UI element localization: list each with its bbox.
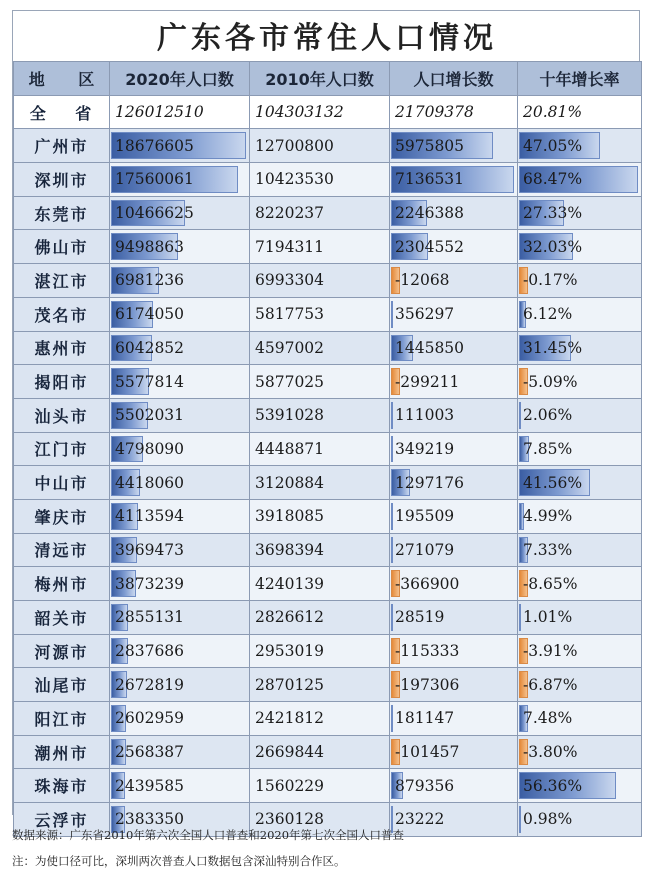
table-row — [14, 264, 642, 298]
rate-cell-value: 7.33% — [523, 540, 573, 559]
pop-2020-cell — [110, 769, 250, 803]
growth-cell-value: 111003 — [395, 406, 455, 425]
region-cell-value: 阳江市 — [34, 709, 89, 729]
growth-cell — [390, 499, 518, 533]
pop-2010-cell-value: 4448871 — [255, 439, 325, 458]
pop-2020-cell-value: 3873239 — [115, 574, 185, 593]
growth-cell — [390, 702, 518, 736]
pop-2020-cell — [110, 297, 250, 331]
region-cell-value: 揭阳市 — [34, 373, 89, 393]
region-cell — [14, 297, 110, 331]
table-row-total — [14, 95, 642, 129]
pop-2020-cell-value: 2855131 — [115, 608, 185, 627]
pop-2010-cell-value: 1560229 — [255, 776, 325, 795]
growth-cell — [390, 601, 518, 635]
pop-2010-cell-value: 4597002 — [255, 338, 325, 357]
rate-cell-value: 1.01% — [523, 608, 573, 627]
table-row — [14, 297, 642, 331]
region-cell-value: 肇庆市 — [34, 507, 89, 527]
rate-cell-value: 7.85% — [523, 439, 573, 458]
region-cell-value: 广州市 — [34, 137, 89, 157]
table-row — [14, 567, 642, 601]
growth-cell — [390, 533, 518, 567]
pop-2020-cell-value: 6174050 — [115, 305, 185, 324]
pop-2020-cell-value: 2602959 — [115, 709, 185, 728]
pop-2010-cell — [250, 466, 390, 500]
pop-2010-cell — [250, 634, 390, 668]
pop-2010-cell: 104303132 — [250, 95, 390, 129]
pop-2010-cell — [250, 668, 390, 702]
pop-2020-cell-value: 2383350 — [115, 810, 185, 829]
region-cell — [14, 466, 110, 500]
region-cell — [14, 634, 110, 668]
rate-cell — [518, 634, 642, 668]
pop-2010-cell — [250, 601, 390, 635]
rate-cell-value: 47.05% — [523, 136, 583, 155]
rate-cell — [518, 735, 642, 769]
rate-cell-value: -8.65% — [523, 574, 578, 593]
growth-cell — [390, 769, 518, 803]
rate-cell-value: -3.80% — [523, 743, 578, 762]
table-header-row — [14, 62, 642, 96]
table-row — [14, 702, 642, 736]
rate-cell — [518, 129, 642, 163]
pop-2010-cell-value: 3918085 — [255, 507, 325, 526]
growth-cell-value: -366900 — [395, 574, 460, 593]
growth-cell-value: 349219 — [395, 439, 455, 458]
pop-2010-cell-value: 5877025 — [255, 372, 325, 391]
region-cell — [14, 230, 110, 264]
rate-cell — [518, 230, 642, 264]
growth-cell-value: 2246388 — [395, 204, 465, 223]
growth-cell — [390, 567, 518, 601]
rate-cell — [518, 432, 642, 466]
pop-2010-cell-value: 3120884 — [255, 473, 325, 492]
rate-cell: 20.81% — [518, 95, 642, 129]
table-row — [14, 331, 642, 365]
rate-cell-value: 31.45% — [523, 338, 583, 357]
rate-cell-value: 68.47% — [523, 170, 583, 189]
region-cell — [14, 567, 110, 601]
growth-cell — [390, 129, 518, 163]
rate-cell — [518, 264, 642, 298]
pop-2020-cell-value: 9498863 — [115, 237, 185, 256]
growth-cell — [390, 230, 518, 264]
rate-cell-value: -0.17% — [523, 271, 578, 290]
pop-2010-cell-value: 10423530 — [255, 170, 334, 189]
rate-cell-value: -3.91% — [523, 642, 578, 661]
pop-2020-cell-value: 6042852 — [115, 338, 185, 357]
growth-cell — [390, 264, 518, 298]
pop-2020-cell-value: 2439585 — [115, 776, 185, 795]
table-row — [14, 601, 642, 635]
data-bar — [391, 537, 393, 564]
rate-cell-value: 4.99% — [523, 507, 573, 526]
data-bar — [391, 705, 393, 732]
growth-cell-value: -115333 — [395, 642, 460, 661]
data-bar — [519, 604, 521, 631]
region-cell-value: 惠州市 — [34, 339, 89, 359]
pop-2010-cell-value: 7194311 — [255, 237, 325, 256]
region-cell — [14, 196, 110, 230]
data-bar — [391, 436, 393, 463]
pop-2010-cell-value: 2421812 — [255, 709, 325, 728]
pop-2020-cell: 126012510 — [110, 95, 250, 129]
pop-2020-cell-value: 2568387 — [115, 743, 185, 762]
pop-2010-cell-value: 5817753 — [255, 305, 325, 324]
pop-2020-cell-value: 18676605 — [115, 136, 194, 155]
table-row — [14, 163, 642, 197]
region-cell — [14, 668, 110, 702]
pop-2010-cell-value: 3698394 — [255, 540, 325, 559]
growth-cell-value: 181147 — [395, 709, 455, 728]
pop-2020-cell — [110, 196, 250, 230]
header-pop-2020: 2020年人口数 — [110, 62, 250, 96]
rate-cell — [518, 196, 642, 230]
growth-cell — [390, 466, 518, 500]
rate-cell-value: 56.36% — [523, 776, 583, 795]
rate-cell-value: 7.48% — [523, 709, 573, 728]
header-growth: 人口增长数 — [390, 62, 518, 96]
pop-2010-cell — [250, 499, 390, 533]
data-bar — [519, 402, 521, 429]
pop-2020-cell-value: 4113594 — [115, 507, 185, 526]
region-cell-value: 珠海市 — [34, 777, 89, 797]
region-cell — [14, 735, 110, 769]
growth-cell — [390, 668, 518, 702]
growth-cell-value: 271079 — [395, 540, 455, 559]
pop-2010-cell — [250, 264, 390, 298]
table-row — [14, 466, 642, 500]
region-cell — [14, 398, 110, 432]
pop-2020-cell — [110, 163, 250, 197]
pop-2020-cell — [110, 432, 250, 466]
pop-2010-cell-value: 2669844 — [255, 743, 325, 762]
growth-cell-value: -299211 — [395, 372, 460, 391]
data-bar — [391, 301, 393, 328]
rate-cell-value: 41.56% — [523, 473, 583, 492]
growth-cell — [390, 331, 518, 365]
rate-cell — [518, 499, 642, 533]
table-row — [14, 365, 642, 399]
region-cell-value: 佛山市 — [34, 238, 89, 258]
pop-2020-cell — [110, 533, 250, 567]
growth-cell-value: 2304552 — [395, 237, 465, 256]
table-row — [14, 230, 642, 264]
region-cell-value: 河源市 — [34, 642, 89, 662]
region-cell — [14, 432, 110, 466]
region-cell — [14, 264, 110, 298]
region-cell — [14, 129, 110, 163]
rate-cell — [518, 533, 642, 567]
pop-2020-cell — [110, 601, 250, 635]
pop-2010-cell — [250, 567, 390, 601]
pop-2010-cell-value: 2870125 — [255, 675, 325, 694]
growth-cell — [390, 196, 518, 230]
pop-2010-cell — [250, 196, 390, 230]
pop-2020-cell — [110, 668, 250, 702]
region-cell-value: 云浮市 — [34, 810, 89, 830]
growth-cell-value: 28519 — [395, 608, 445, 627]
region-cell — [14, 702, 110, 736]
page-title: 广东各市常住人口情况 — [157, 21, 497, 56]
growth-cell — [390, 735, 518, 769]
pop-2020-cell-value: 3969473 — [115, 540, 185, 559]
growth-cell — [390, 398, 518, 432]
rate-cell — [518, 466, 642, 500]
pop-2010-cell — [250, 163, 390, 197]
data-bar — [391, 503, 393, 530]
region-cell-value: 汕尾市 — [34, 676, 89, 696]
region-cell-value: 清远市 — [34, 541, 89, 561]
pop-2020-cell — [110, 264, 250, 298]
pop-2010-cell-value: 2953019 — [255, 642, 325, 661]
table-row — [14, 129, 642, 163]
growth-cell-value: 1297176 — [395, 473, 465, 492]
table-frame — [12, 10, 640, 830]
rate-cell — [518, 297, 642, 331]
growth-cell — [390, 634, 518, 668]
growth-cell-value: 5975805 — [395, 136, 465, 155]
rate-cell — [518, 567, 642, 601]
rate-cell-value: -5.09% — [523, 372, 578, 391]
pop-2020-cell — [110, 466, 250, 500]
growth-cell-value: -12068 — [395, 271, 450, 290]
region-cell-value: 江门市 — [34, 440, 89, 460]
growth-cell — [390, 365, 518, 399]
pop-2010-cell — [250, 769, 390, 803]
table-row — [14, 196, 642, 230]
region-cell — [14, 601, 110, 635]
pop-2020-cell — [110, 129, 250, 163]
header-pop-2010: 2010年人口数 — [250, 62, 390, 96]
pop-2020-cell — [110, 499, 250, 533]
pop-2020-cell — [110, 365, 250, 399]
rate-cell — [518, 769, 642, 803]
region-cell — [14, 331, 110, 365]
region-cell-value: 茂名市 — [34, 305, 89, 325]
pop-2010-cell-value: 2360128 — [255, 810, 325, 829]
region-cell — [14, 499, 110, 533]
region-cell — [14, 533, 110, 567]
pop-2010-cell — [250, 432, 390, 466]
pop-2010-cell — [250, 331, 390, 365]
pop-2020-cell-value: 10466625 — [115, 204, 194, 223]
pop-2010-cell-value: 4240139 — [255, 574, 325, 593]
growth-cell: 21709378 — [390, 95, 518, 129]
region-cell-value: 湛江市 — [34, 271, 89, 291]
rate-cell-value: 6.12% — [523, 305, 573, 324]
rate-cell-value: 27.33% — [523, 204, 583, 223]
rate-cell — [518, 601, 642, 635]
pop-2010-cell — [250, 365, 390, 399]
table-row — [14, 668, 642, 702]
growth-cell — [390, 163, 518, 197]
pop-2010-cell — [250, 533, 390, 567]
pop-2010-cell-value: 5391028 — [255, 406, 325, 425]
pop-2020-cell — [110, 230, 250, 264]
data-bar — [391, 604, 393, 631]
notes — [12, 822, 642, 874]
pop-2010-cell — [250, 230, 390, 264]
header-rate: 十年增长率 — [518, 62, 642, 96]
growth-cell-value: 23222 — [395, 810, 445, 829]
pop-2020-cell-value: 4798090 — [115, 439, 185, 458]
region-cell — [14, 163, 110, 197]
pop-2010-cell-value: 8220237 — [255, 204, 325, 223]
pop-2020-cell — [110, 735, 250, 769]
table-row — [14, 499, 642, 533]
region-cell-value: 深圳市 — [34, 170, 89, 190]
region-cell-value: 梅州市 — [34, 575, 89, 595]
data-bar — [391, 402, 393, 429]
rate-cell-value: 0.98% — [523, 810, 573, 829]
growth-cell-value: 1445850 — [395, 338, 465, 357]
growth-cell — [390, 432, 518, 466]
header-region: 地 区 — [14, 62, 110, 96]
table-row — [14, 735, 642, 769]
rate-cell-value: 2.06% — [523, 406, 573, 425]
growth-cell-value: -197306 — [395, 675, 460, 694]
rate-cell-value: 32.03% — [523, 237, 583, 256]
region-cell: 全 省 — [14, 95, 110, 129]
table-row — [14, 634, 642, 668]
growth-cell-value: 7136531 — [395, 170, 465, 189]
region-cell-value: 中山市 — [34, 474, 89, 494]
pop-2010-cell — [250, 297, 390, 331]
pop-2020-cell — [110, 398, 250, 432]
rate-cell — [518, 668, 642, 702]
pop-2010-cell — [250, 735, 390, 769]
rate-cell — [518, 702, 642, 736]
growth-cell-value: 356297 — [395, 305, 455, 324]
pop-2020-cell-value: 5577814 — [115, 372, 185, 391]
pop-2010-cell — [250, 398, 390, 432]
growth-cell-value: 195509 — [395, 507, 455, 526]
pop-2020-cell — [110, 567, 250, 601]
growth-cell — [390, 297, 518, 331]
pop-2010-cell — [250, 129, 390, 163]
pop-2020-cell-value: 17560061 — [115, 170, 194, 189]
pop-2010-cell — [250, 702, 390, 736]
pop-2020-cell — [110, 331, 250, 365]
pop-2020-cell-value: 5502031 — [115, 406, 185, 425]
rate-cell-value: -6.87% — [523, 675, 578, 694]
pop-2020-cell — [110, 634, 250, 668]
growth-cell-value: 879356 — [395, 776, 455, 795]
source-note: 数据来源：广东省2010年第六次全国人口普查和2020年第七次全国人口普查 — [12, 828, 405, 842]
table-row — [14, 398, 642, 432]
region-cell — [14, 365, 110, 399]
region-cell-value: 潮州市 — [34, 743, 89, 763]
rate-cell — [518, 398, 642, 432]
pop-2010-cell-value: 2826612 — [255, 608, 325, 627]
region-cell-value: 韶关市 — [34, 608, 89, 628]
table-row — [14, 769, 642, 803]
comparability-note: 注：为使口径可比，深圳两次普查人口数据包含深汕特别合作区。 — [12, 854, 346, 868]
rate-cell — [518, 331, 642, 365]
region-cell-value: 汕头市 — [34, 406, 89, 426]
pop-2020-cell-value: 2672819 — [115, 675, 185, 694]
pop-2010-cell-value: 12700800 — [255, 136, 334, 155]
pop-2020-cell-value: 2837686 — [115, 642, 185, 661]
region-cell-value: 东莞市 — [34, 204, 89, 224]
pop-2020-cell-value: 4418060 — [115, 473, 185, 492]
rate-cell — [518, 163, 642, 197]
rate-cell — [518, 365, 642, 399]
population-table — [13, 61, 642, 837]
table-row — [14, 432, 642, 466]
pop-2020-cell-value: 6981236 — [115, 271, 185, 290]
table-row — [14, 533, 642, 567]
pop-2010-cell-value: 6993304 — [255, 271, 325, 290]
region-cell — [14, 769, 110, 803]
growth-cell-value: -101457 — [395, 743, 460, 762]
pop-2020-cell — [110, 702, 250, 736]
